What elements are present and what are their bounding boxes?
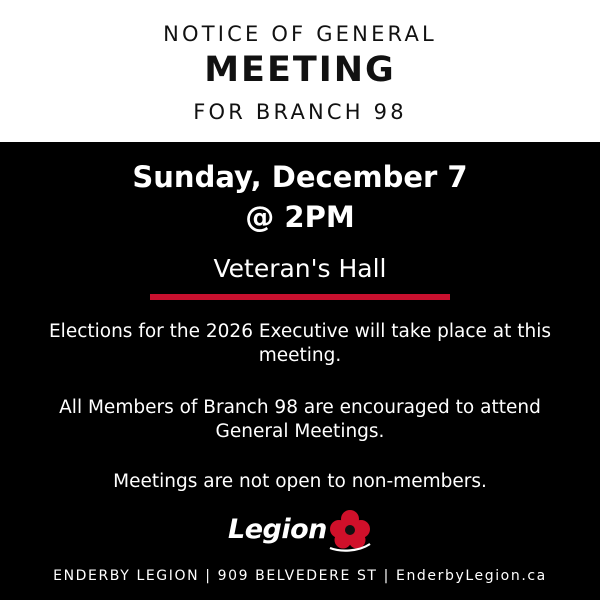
legion-logo [228, 508, 374, 562]
event-venue: Veteran's Hall [213, 254, 387, 283]
poppy-icon [328, 508, 372, 552]
footer-address: ENDERBY LEGION | 909 BELVEDERE ST | EnderbyLegion.ca [53, 568, 547, 584]
red-divider [150, 294, 450, 300]
non-members-paragraph: Meetings are not open to non-members. [113, 471, 487, 492]
event-time: @ 2PM [245, 200, 355, 234]
legion-logo-text: Legion [228, 514, 327, 545]
notice-header [0, 0, 600, 142]
notice-body [0, 142, 600, 600]
notice-heading-line3: FOR BRANCH 98 [193, 100, 407, 124]
notice-heading-title: MEETING [204, 50, 396, 90]
notice-heading-line1: NOTICE OF GENERAL [163, 22, 437, 46]
members-paragraph: All Members of Branch 98 are encouraged to attend General Meetings. [59, 397, 541, 442]
elections-paragraph: Elections for the 2026 Executive will take place at this meeting. [48, 321, 552, 366]
event-date: Sunday, December 7 [132, 160, 468, 194]
